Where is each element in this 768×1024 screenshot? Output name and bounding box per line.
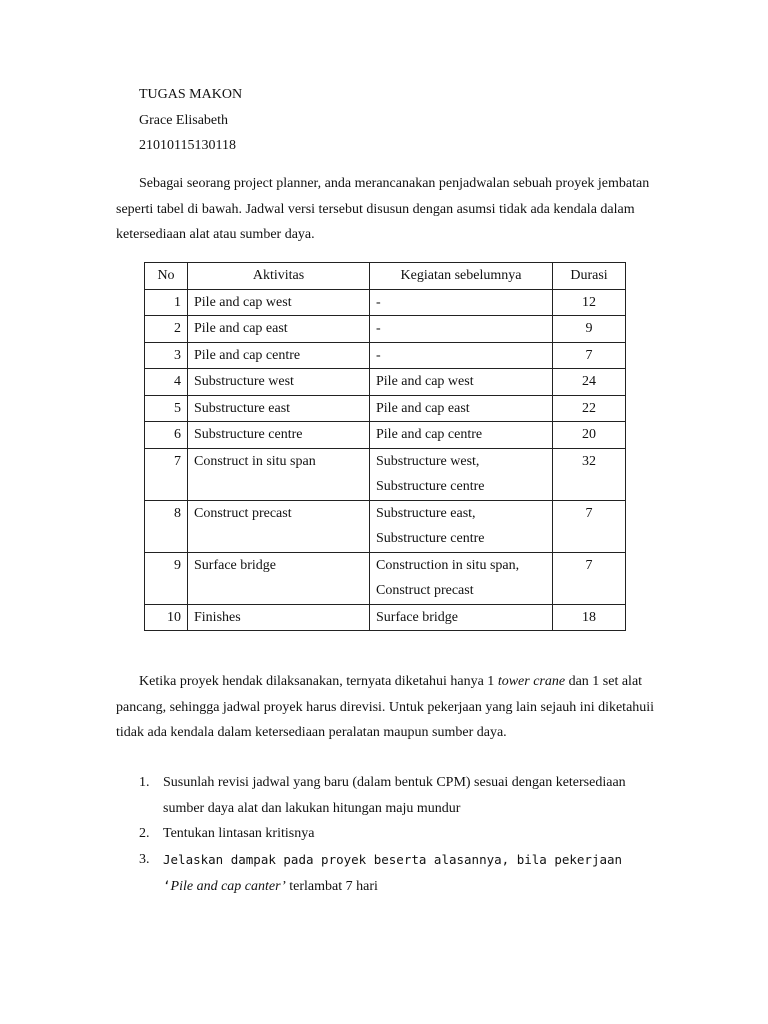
row-predecessor [370,552,553,604]
row-predecessor [370,448,553,500]
row-duration: 9 [553,316,626,343]
table-header-row [145,263,626,290]
question-text-plain: Jelaskan dampak pada proyek beserta alasannya, bila pekerjaan ‘ [163,851,623,893]
row-no: 2 [145,316,188,343]
row-activity: Surface bridge [188,552,370,604]
predecessor-line: Substructure east, [376,505,476,521]
intro-text: Sebagai seorang project planner, anda merancanakan penjadwalan sebuah proyek jembatan seperti tabel di bawah. Jadwal versi tersebut disusun dengan asumsi tidak ada kendala dalam ketersediaan alat atau sumber daya. [116,176,650,242]
table-row [145,316,626,343]
list-item [139,847,659,900]
row-no: 6 [145,422,188,449]
question-text: Tentukan lintasan kritisnya [163,826,315,841]
row-no: 4 [145,369,188,396]
situation-italic: tower crane [497,674,566,689]
predecessor-line: Construct precast [376,583,474,598]
predecessor-line: - [376,321,381,336]
row-no: 7 [145,448,188,500]
header-duration: Durasi [553,263,626,290]
row-no: 1 [145,289,188,316]
row-no: 8 [145,500,188,552]
row-duration: 22 [553,395,626,422]
table-row [145,552,626,604]
predecessor-line: Construction in situ span, [376,557,520,573]
row-activity: Pile and cap centre [188,342,370,369]
row-predecessor [370,369,553,396]
situation-text-1: Ketika proyek hendak dilaksanakan, ternyata diketahui hanya 1 [139,674,498,689]
row-no: 5 [145,395,188,422]
row-no: 3 [145,342,188,369]
table-row [145,289,626,316]
row-activity: Pile and cap east [188,316,370,343]
row-duration: 12 [553,289,626,316]
row-predecessor [370,500,553,552]
table-row [145,422,626,449]
row-activity: Substructure centre [188,422,370,449]
intro-paragraph [116,171,656,248]
predecessor-line: Pile and cap east [376,400,470,416]
row-duration: 32 [553,448,626,500]
question-number: 2. [139,826,150,841]
situation-paragraph [116,669,656,746]
header-predecessor: Kegiatan sebelumnya [370,263,553,290]
student-id: 21010115130118 [139,138,236,153]
predecessor-line: Substructure centre [376,479,485,494]
table-row [145,342,626,369]
row-duration: 20 [553,422,626,449]
question-text: Susunlah revisi jadwal yang baru (dalam bentuk CPM) sesuai dengan ketersediaan sumber daya alat dan lakukan hitungan maju mundur [163,775,626,816]
question-text [163,847,659,900]
predecessor-line: Substructure west, [376,453,480,469]
row-activity: Substructure east [188,395,370,422]
row-predecessor [370,342,553,369]
row-predecessor [370,422,553,449]
situation-text-2: dan 1 set alat pancang, sehingga jadwal proyek harus direvisi. Untuk pekerjaan yang lain sejauh ini diketahuii tidak ada kendala dalam ketersediaan peralatan maupun sumber daya. [116,674,655,740]
row-predecessor [370,395,553,422]
question-number: 3. [139,851,150,867]
predecessor-line: Surface bridge [376,609,459,625]
question-text-end: terlambat 7 hari [285,879,378,894]
header-no: No [145,263,188,290]
predecessor-line: Substructure centre [376,531,485,546]
table-row [145,448,626,500]
row-predecessor [370,289,553,316]
row-activity: Finishes [188,604,370,631]
row-no: 10 [145,604,188,631]
list-item [139,821,659,847]
row-no: 9 [145,552,188,604]
row-duration: 7 [553,552,626,604]
predecessor-line: Pile and cap west [376,374,474,389]
row-activity: Pile and cap west [188,289,370,316]
question-text-italic: Pile and cap canter’ [170,879,286,894]
schedule-table [144,262,626,631]
row-duration: 7 [553,500,626,552]
student-name: Grace Elisabeth [139,113,229,128]
row-duration: 18 [553,604,626,631]
assignment-title: TUGAS MAKON [139,87,243,102]
question-list [139,770,659,900]
row-predecessor [370,604,553,631]
row-activity: Construct in situ span [188,448,370,500]
row-duration: 24 [553,369,626,396]
list-item [139,770,659,821]
row-activity: Construct precast [188,500,370,552]
header-activity: Aktivitas [188,263,370,290]
predecessor-line: - [376,294,381,310]
row-activity: Substructure west [188,369,370,396]
predecessor-line: - [376,347,381,363]
predecessor-line: Pile and cap centre [376,427,483,442]
table-row [145,369,626,396]
row-duration: 7 [553,342,626,369]
row-predecessor [370,316,553,343]
table-row [145,604,626,631]
question-number: 1. [139,775,150,790]
table-row [145,395,626,422]
table-row [145,500,626,552]
